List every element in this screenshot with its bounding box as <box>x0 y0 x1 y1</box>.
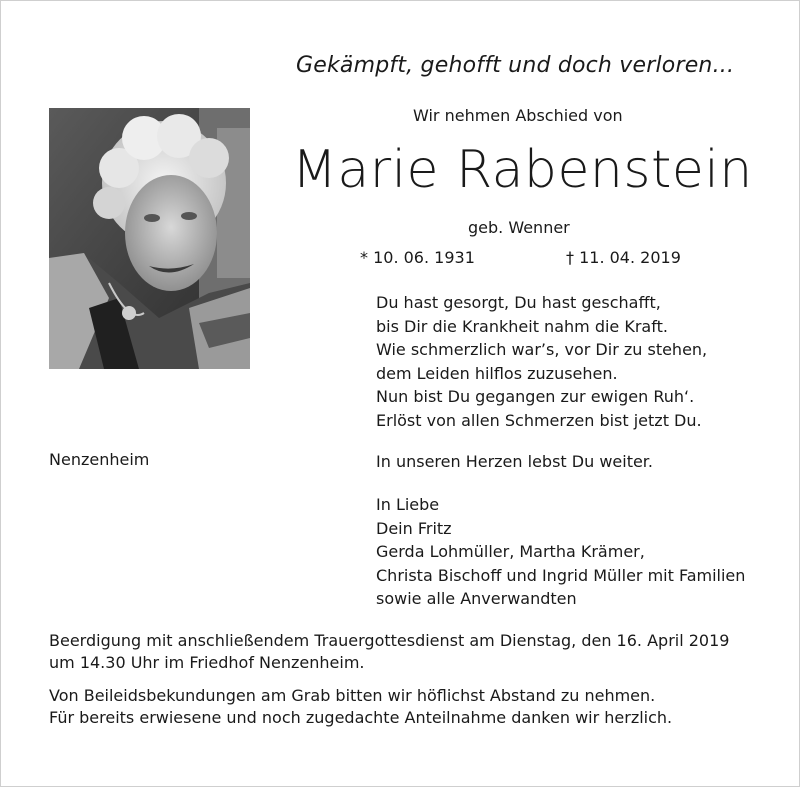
thanks-info <box>49 685 672 729</box>
funeral-line: Beerdigung mit anschließendem Trauergottesdienst am Dienstag, den 16. April 2019 <box>49 631 730 650</box>
deceased-name: Marie Rabenstein <box>292 140 753 200</box>
thanks-line: Für bereits erwiesene und noch zugedachte Anteilnahme danken wir herzlich. <box>49 708 673 727</box>
closing-line: Dein Fritz <box>376 518 452 538</box>
thanks-line: Von Beileidsbekundungen am Grab bitten wir höflichst Abstand zu nehmen. <box>49 686 656 705</box>
poem-line: dem Leiden hilflos zuzusehen. <box>376 363 618 383</box>
heart-text: In unseren Herzen lebst Du weiter. <box>376 452 653 471</box>
poem-block <box>376 291 707 432</box>
portrait-photo-icon <box>49 108 250 369</box>
death-date: † 11. 04. 2019 <box>566 248 681 267</box>
poem-line: Nun bist Du gegangen zur ewigen Ruh‘. <box>376 387 695 406</box>
closing-line: Gerda Lohmüller, Martha Krämer, <box>376 542 645 561</box>
intro-line: Wir nehmen Abschied von <box>413 106 623 125</box>
maiden-name: geb. Wenner <box>468 218 570 237</box>
closing-line: sowie alle Anverwandten <box>376 589 577 608</box>
funeral-info <box>49 630 729 674</box>
poem-line: Erlöst von allen Schmerzen bist jetzt Du. <box>376 410 702 430</box>
poem-line: Wie schmerzlich war’s, vor Dir zu stehen, <box>376 340 708 359</box>
closing-block <box>376 493 745 611</box>
poem-line: bis Dir die Krankheit nahm die Kraft. <box>376 316 668 336</box>
portrait-photo <box>49 108 250 369</box>
closing-line: Christa Bischoff und Ingrid Müller mit Familien <box>376 565 746 585</box>
heart-line <box>376 450 653 474</box>
motto-heading: Gekämpft, gehofft und doch verloren... <box>296 53 735 78</box>
place-name: Nenzenheim <box>49 450 150 469</box>
closing-line: In Liebe <box>376 495 440 514</box>
birth-date: * 10. 06. 1931 <box>360 248 475 267</box>
poem-line: Du hast gesorgt, Du hast geschafft, <box>376 293 661 312</box>
funeral-line: um 14.30 Uhr im Friedhof Nenzenheim. <box>49 653 365 672</box>
